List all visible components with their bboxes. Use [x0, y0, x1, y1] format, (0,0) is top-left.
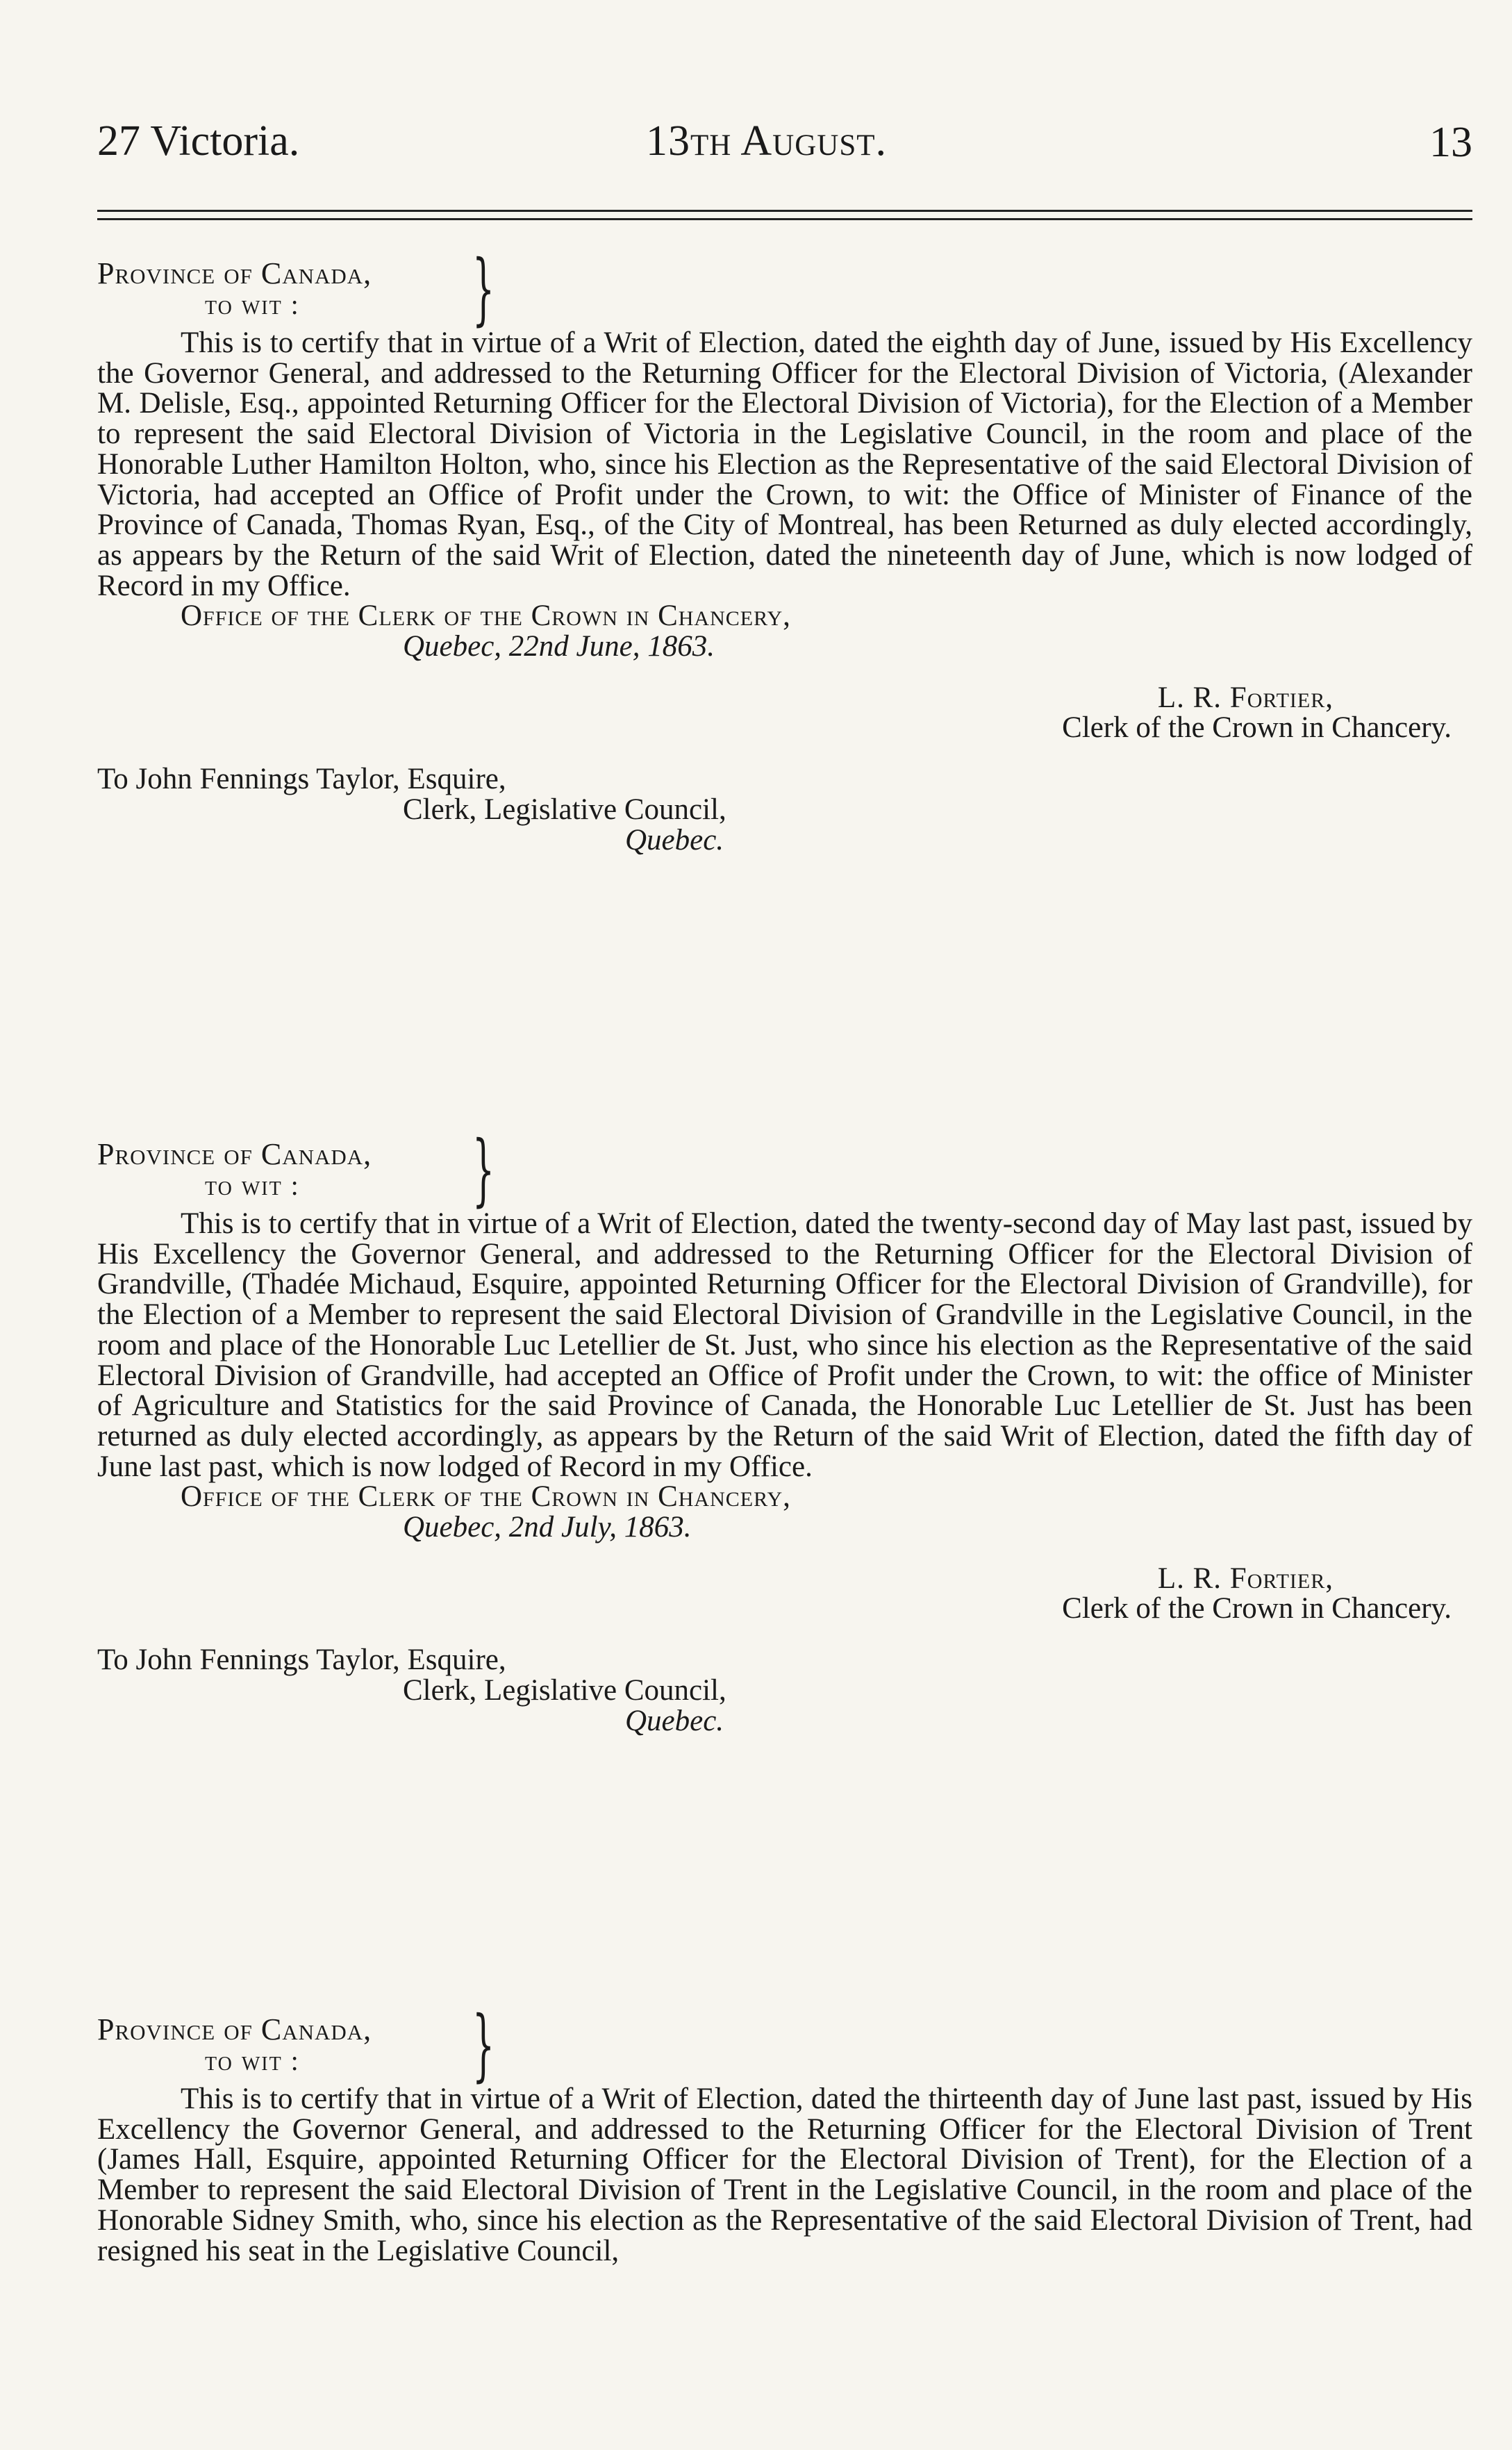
addressee-place: Quebec. — [625, 1704, 724, 1737]
notice-grandville — [97, 1125, 1473, 1737]
addressee-line: To John Fennings Taylor, Esquire, — [97, 763, 506, 796]
notice-body: This is to certify that in virtue of a Writ of Election, dated the twenty-second day of May last past, issued by His Excellency the Governor General, and addressed to the Returning Officer for the Electoral Division of Grandville, (Thadée Michaud, Esquire, appointed Returning Officer for the Electoral Division of Grandville), for the Election of a Member to represent the said Electoral Division of Grandville in the Legislative Council, in the room and place of the Honorable Luc Letellier de St. Just, who since his election as the Representative of the said Electoral Division of Grandville, had accepted an Office of Profit under the Crown, to wit: the office of Minister of Agriculture and Statistics for the said Province of Canada, the Honorable Luc Letellier de St. Just has been returned as duly elected accordingly, as appears by the Return of the said Writ of Election, dated the fifth day of June last past, which is now lodged of Record in my Office. — [97, 1207, 1473, 1483]
province-label: Province of Canada, — [97, 1137, 372, 1171]
province-heading — [97, 2000, 1472, 2090]
office-line: Office of the Clerk of the Crown in Chancery, — [181, 599, 791, 633]
brace-glyph: } — [472, 1125, 495, 1215]
notice-trent — [97, 2000, 1473, 2267]
notice-victoria — [97, 244, 1473, 856]
province-heading — [97, 1125, 1472, 1215]
to-wit-label: to wit : — [205, 1170, 300, 1201]
notice-body: This is to certify that in virtue of a Writ of Election, dated the thirteenth day of June last past, issued by His Excellency the Governor General, and addressed to the Returning Officer for the Electoral Division of Trent (James Hall, Esquire, appointed Returning Officer for the Electoral Division of Trent), for the Election of a Member to represent the said Electoral Division of Trent in the Legislative Council, in the room and place of the Honorable Sidney Smith, who, since his election as the Representative of the said Electoral Division of Trent, had resigned his seat in the Legislative Council, — [97, 2083, 1473, 2267]
signatory-title: Clerk of the Crown in Chancery. — [1062, 1592, 1452, 1625]
signatory-title: Clerk of the Crown in Chancery. — [1062, 711, 1452, 745]
to-wit-label: to wit : — [205, 289, 300, 320]
to-wit-label: to wit : — [205, 2045, 300, 2076]
office-date: Quebec, 22nd June, 1863. — [403, 630, 715, 663]
province-heading — [97, 244, 1472, 334]
session-label: 27 Victoria. — [97, 117, 300, 165]
date-heading: 13th August. — [646, 117, 888, 165]
province-label: Province of Canada, — [97, 256, 372, 290]
office-date: Quebec, 2nd July, 1863. — [403, 1511, 692, 1544]
addressee-title: Clerk, Legislative Council, — [403, 1673, 726, 1707]
addressee-line: To John Fennings Taylor, Esquire, — [97, 1644, 506, 1677]
notice-body: This is to certify that in virtue of a Writ of Election, dated the eighth day of June, issued by His Excellency the Governor General, and addressed to the Returning Officer for the Electoral Division of Victoria, (Alexander M. Delisle, Esq., appointed Returning Officer for the Electoral Division of Victoria), for the Election of a Member to represent the said Electoral Division of Victoria in the Legislative Council, in the room and place of the Honorable Luther Hamilton Holton, who, since his Election as the Representative of the said Electoral Division of Victoria, had accepted an Office of Profit under the Crown, to wit: the Office of Minister of Finance of the Province of Canada, Thomas Ryan, Esq., of the City of Montreal, has been Returned as duly elected accordingly, as appears by the Return of the said Writ of Election, dated the nineteenth day of June, which is now lodged of Record in my Office. — [97, 326, 1473, 602]
page-number: 13 — [1429, 119, 1472, 166]
page-header — [97, 117, 1472, 172]
addressee-place: Quebec. — [625, 823, 724, 856]
province-label: Province of Canada, — [97, 2012, 372, 2046]
header-rule — [97, 210, 1472, 226]
brace-glyph: } — [472, 2000, 495, 2090]
signatory-name: L. R. Fortier, — [1157, 1562, 1334, 1595]
addressee-title: Clerk, Legislative Council, — [403, 793, 726, 826]
brace-glyph: } — [472, 244, 495, 334]
office-line: Office of the Clerk of the Crown in Chancery, — [181, 1480, 791, 1514]
signatory-name: L. R. Fortier, — [1157, 681, 1334, 714]
